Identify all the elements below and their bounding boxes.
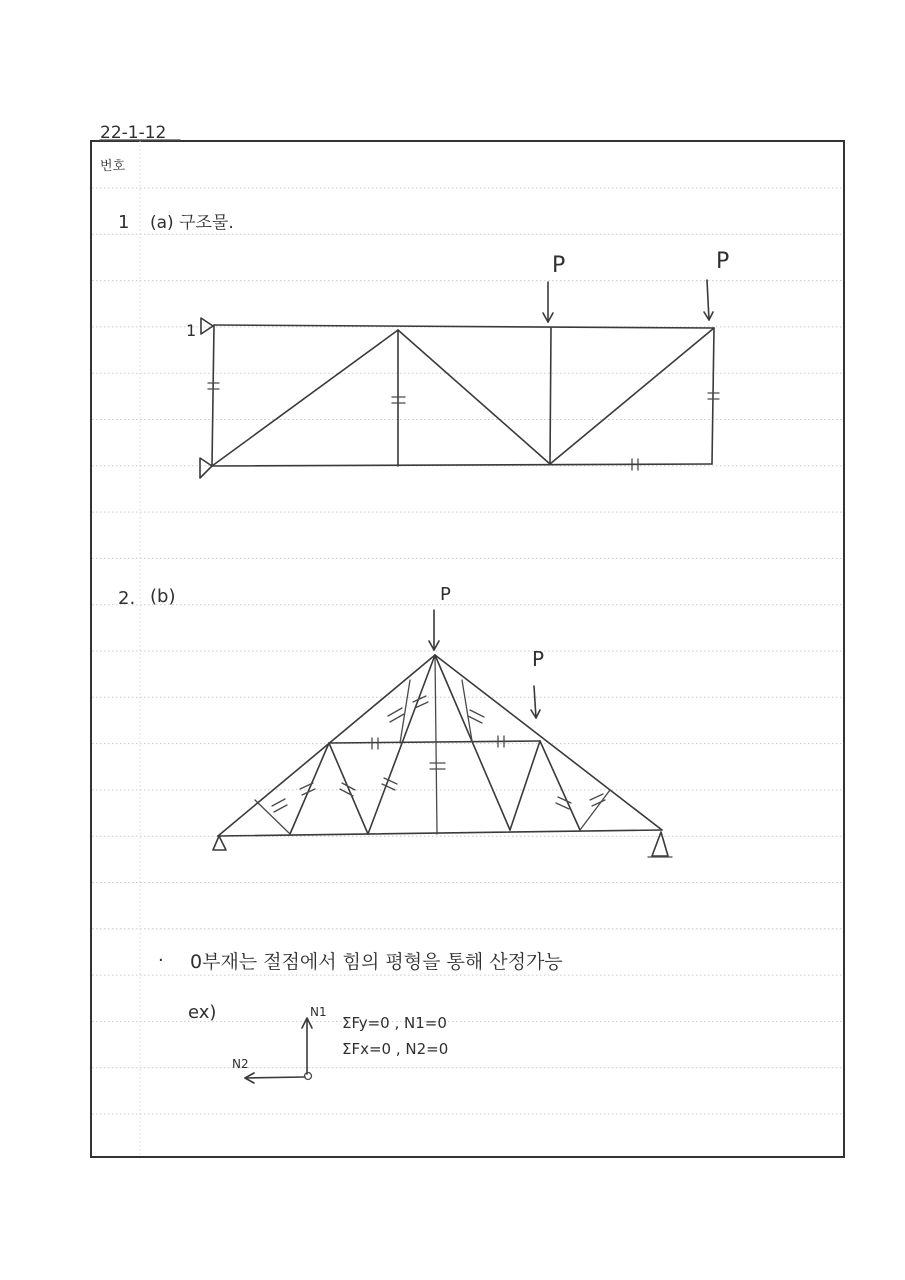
truss-a-load-label-2: P: [716, 249, 730, 274]
date-text: 22-1-12: [100, 123, 167, 143]
truss-b-right-rafter: [435, 655, 662, 830]
truss-a-right-post: [712, 328, 714, 464]
problem2-number: 2.: [118, 588, 136, 609]
problem1-number: 1: [118, 212, 130, 233]
joint-circle: [305, 1073, 312, 1080]
truss-a-diagram: [200, 280, 719, 478]
truss-a-left-post: [212, 325, 214, 466]
truss-b-left-support: [213, 836, 226, 850]
truss-b-load-label-1: P: [440, 584, 451, 605]
truss-b-load-label-2: P: [532, 647, 545, 671]
truss-b-bottom-chord: [218, 830, 662, 836]
truss-a-post-3: [550, 328, 551, 464]
truss-a-support-mark: 1: [186, 321, 197, 340]
equation-1: ΣFy=0 , N1=0: [342, 1014, 447, 1032]
n2-label: N2: [232, 1057, 249, 1071]
truss-b-load-arrow-2: [534, 686, 536, 718]
example-label: ex): [188, 1002, 217, 1023]
truss-b-collar-tie: [329, 741, 540, 743]
problem1-label: (a) 구조물.: [150, 213, 234, 233]
note-bullet: ·: [158, 950, 164, 971]
truss-b-left-rafter: [218, 655, 435, 836]
truss-a-diagonal-3: [550, 328, 714, 464]
truss-b-king-post: [435, 655, 437, 834]
truss-b-diagram: [213, 610, 672, 857]
truss-a-diagonal-2: [398, 330, 550, 464]
truss-b-right-support: [652, 832, 668, 856]
n1-label: N1: [310, 1005, 327, 1019]
equation-2: ΣFx=0 , N2=0: [342, 1040, 449, 1058]
truss-a-bottom-support: [200, 458, 212, 478]
problem2-label: (b): [150, 586, 176, 607]
truss-a-top-support: [201, 318, 213, 334]
note-text: 0부재는 절점에서 힘의 평형을 통해 산정가능: [190, 951, 563, 973]
truss-a-load-label-1: P: [552, 253, 566, 278]
truss-a-diagonal-1: [212, 330, 398, 466]
example-free-body-diagram: [245, 1018, 312, 1083]
notebook-label: 번호: [100, 159, 126, 174]
truss-a-load-arrow-2: [707, 280, 709, 320]
n2-arrow: [245, 1077, 305, 1078]
